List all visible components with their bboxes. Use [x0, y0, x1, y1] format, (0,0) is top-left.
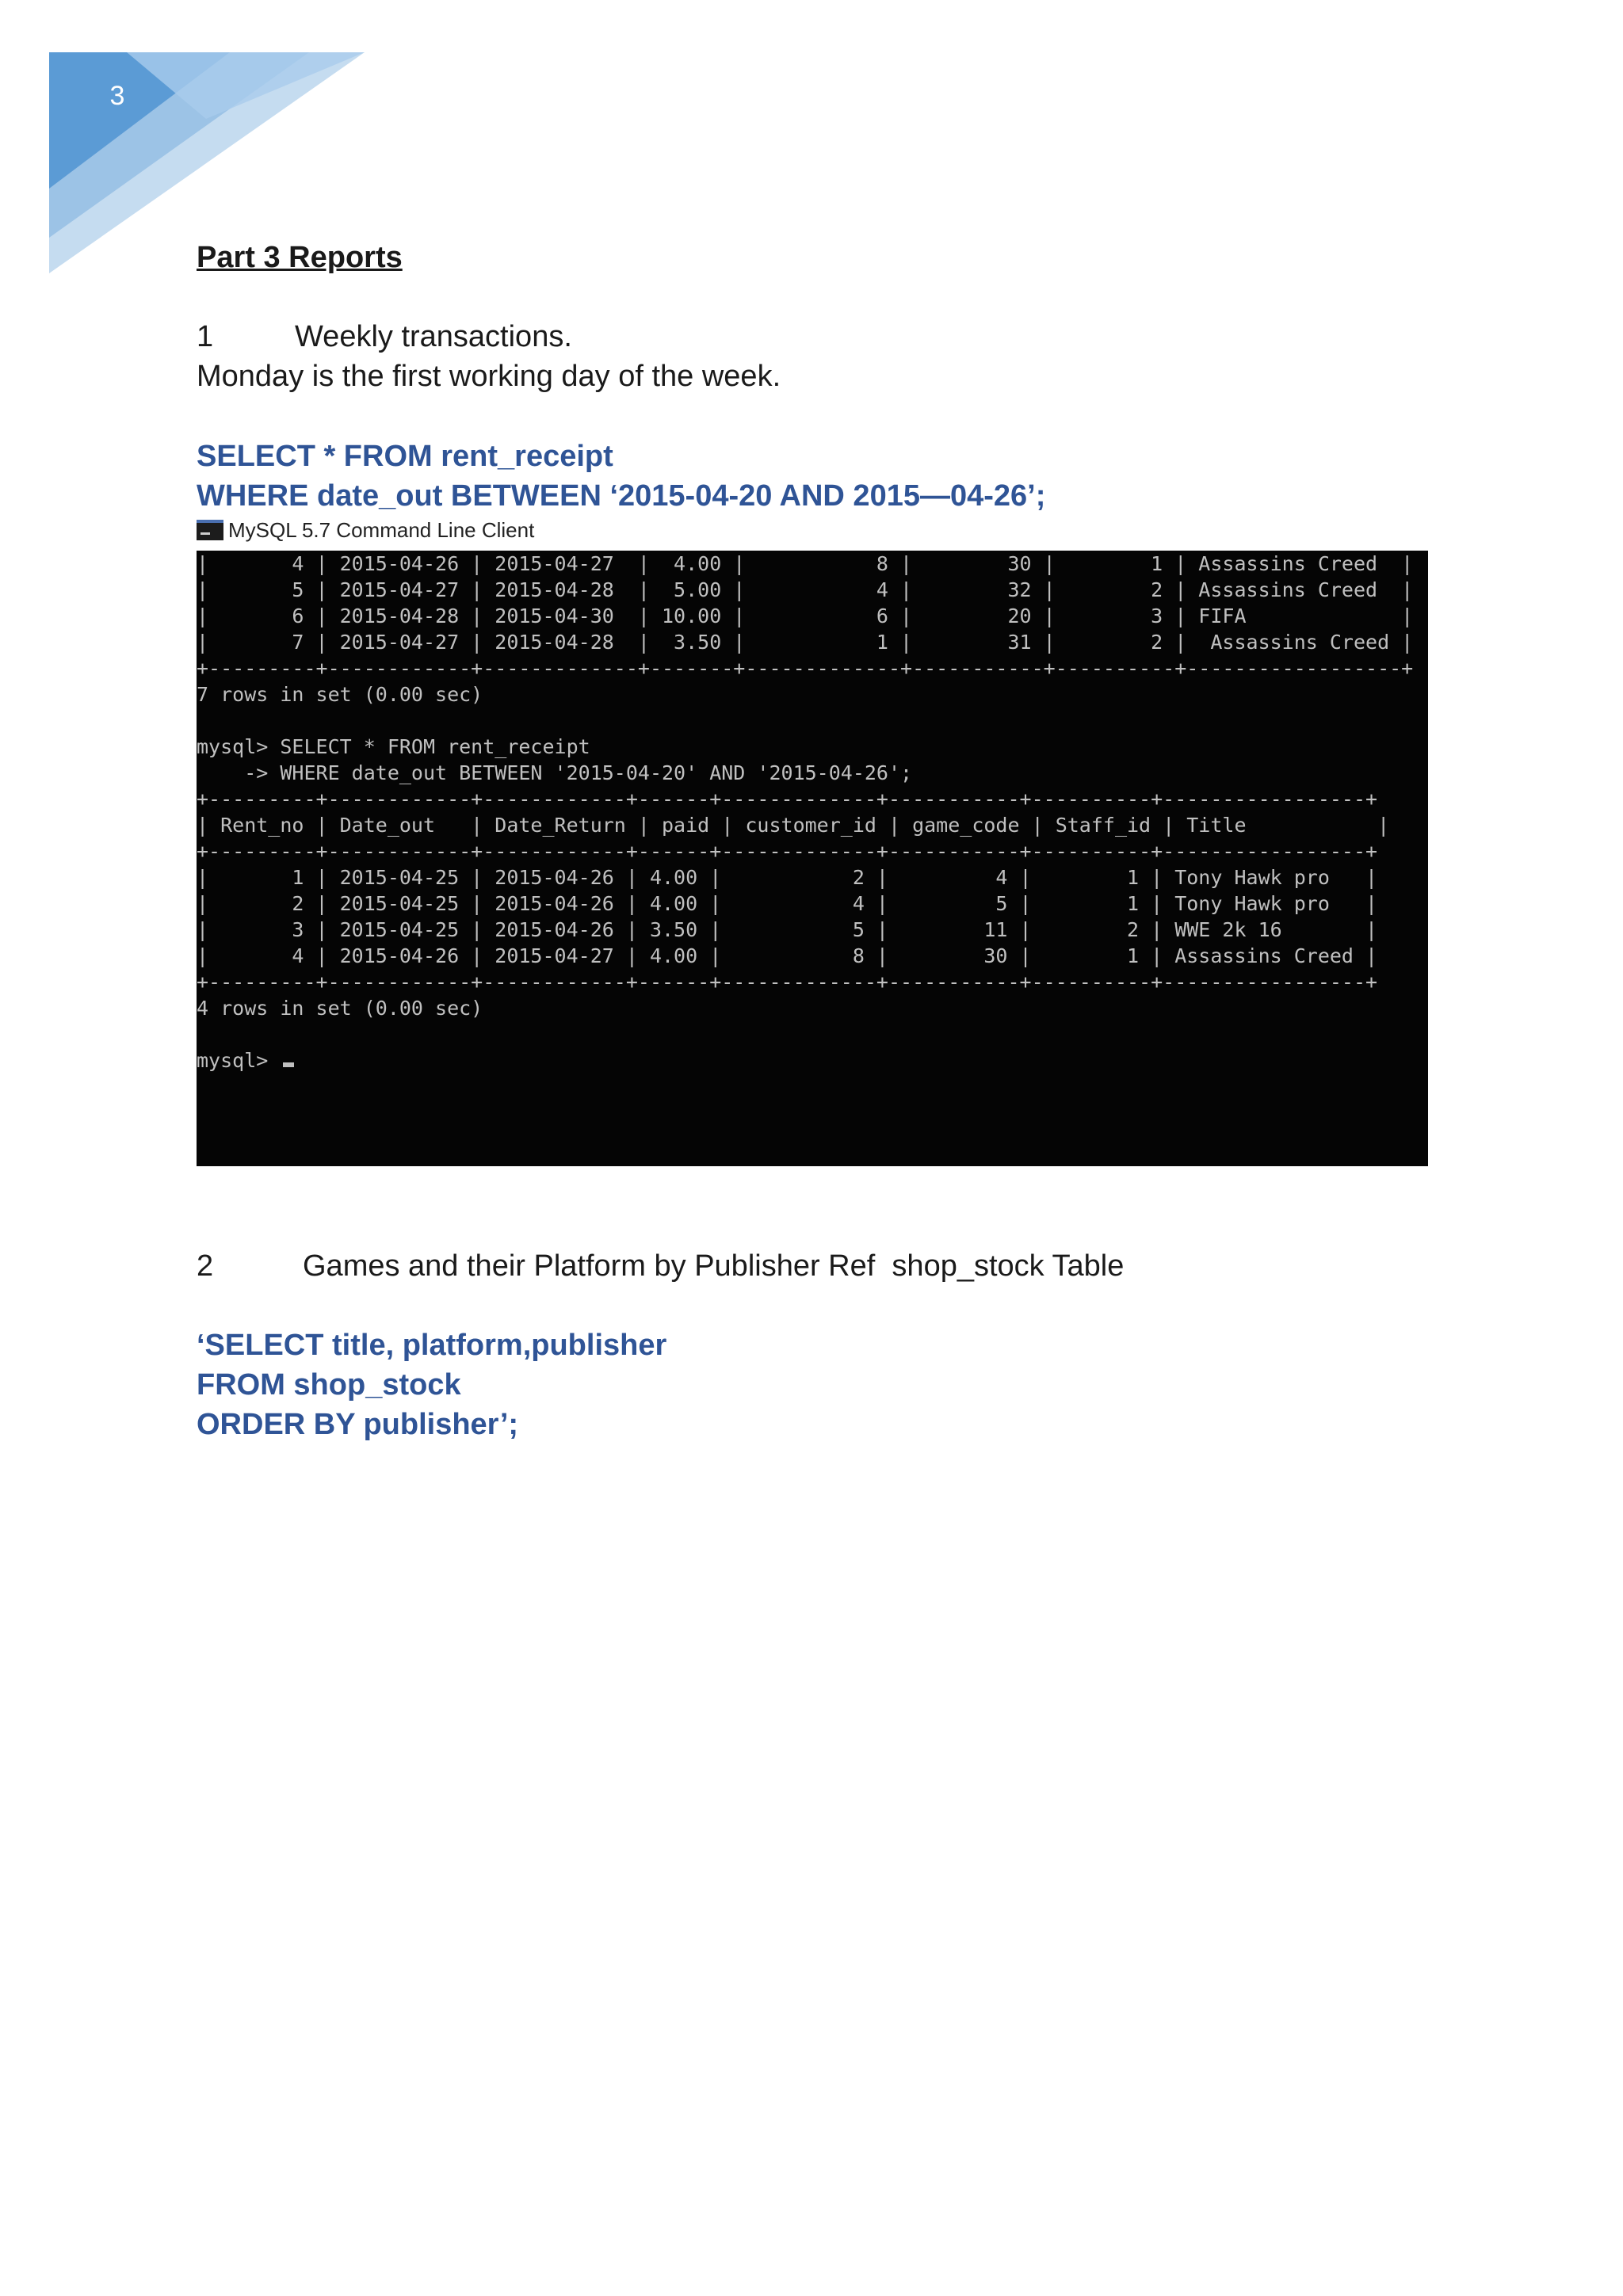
- item-1-sql-line: WHERE date_out BETWEEN ‘2015-04-20 AND 2015—04-26’;: [197, 479, 1046, 513]
- terminal-line: +---------+------------+------------+------+-------------+-----------+----------+-----------------+: [197, 971, 1378, 994]
- terminal-line: mysql> SELECT * FROM rent_receipt: [197, 735, 590, 758]
- item-1-title: Weekly transactions.: [295, 320, 572, 353]
- item-1-title-line: [197, 317, 572, 357]
- terminal-line: | 6 | 2015-04-28 | 2015-04-30 | 10.00 | 6 | 20 | 3 | FIFA |: [197, 605, 1414, 627]
- terminal-line: | Rent_no | Date_out | Date_Return | paid | customer_id | game_code | Staff_id | Title |: [197, 814, 1390, 837]
- terminal-line: | 4 | 2015-04-26 | 2015-04-27 | 4.00 | 8 | 30 | 1 | Assassins Creed |: [197, 552, 1414, 575]
- item-2-title: Games and their Platform by Publisher Ref shop_stock Table: [303, 1249, 1125, 1283]
- item-2-number: 2: [197, 1249, 214, 1283]
- terminal-prompt-line[interactable]: [197, 1047, 294, 1074]
- terminal-line: -> WHERE date_out BETWEEN '2015-04-20' AND '2015-04-26';: [197, 761, 913, 784]
- item-1-description: Monday is the first working day of the week.: [197, 360, 781, 393]
- terminal-prompt: mysql>: [197, 1049, 281, 1072]
- section-heading: Part 3 Reports: [197, 241, 403, 274]
- item-1-sql-line: SELECT * FROM rent_receipt: [197, 440, 613, 473]
- terminal-window: [197, 551, 1428, 1166]
- item-1-number: 1: [197, 320, 214, 353]
- item-2-sql-line: ORDER BY publisher’;: [197, 1408, 519, 1441]
- terminal-line: +---------+------------+------------+------+-------------+-----------+----------+-----------------+: [197, 788, 1378, 810]
- terminal-line: | 2 | 2015-04-25 | 2015-04-26 | 4.00 | 4 | 5 | 1 | Tony Hawk pro |: [197, 892, 1378, 915]
- terminal-title-text: MySQL 5.7 Command Line Client: [228, 518, 535, 542]
- text-cursor: [283, 1062, 294, 1067]
- page-number: 3: [109, 81, 125, 111]
- item-2-sql-line: ‘SELECT title, platform,publisher: [197, 1329, 667, 1362]
- terminal-line: | 3 | 2015-04-25 | 2015-04-26 | 3.50 | 5 | 11 | 2 | WWE 2k 16 |: [197, 918, 1378, 941]
- terminal-line: 4 rows in set (0.00 sec): [197, 997, 483, 1020]
- console-icon: [197, 520, 223, 540]
- terminal-line: +---------+------------+------------+------+-------------+-----------+----------+-----------------+: [197, 840, 1378, 863]
- terminal-line: | 5 | 2015-04-27 | 2015-04-28 | 5.00 | 4 | 32 | 2 | Assassins Creed |: [197, 578, 1414, 601]
- terminal-line: 7 rows in set (0.00 sec): [197, 683, 483, 706]
- terminal-line: | 4 | 2015-04-26 | 2015-04-27 | 4.00 | 8 | 30 | 1 | Assassins Creed |: [197, 944, 1378, 967]
- item-2-title-line: [197, 1246, 1124, 1286]
- terminal-window-title: [197, 517, 534, 543]
- terminal-line: +---------+------------+-------------+-------+-------------+-----------+----------+------------------+: [197, 657, 1414, 680]
- item-2-sql-line: FROM shop_stock: [197, 1368, 461, 1402]
- terminal-line: | 7 | 2015-04-27 | 2015-04-28 | 3.50 | 1 | 31 | 2 | Assassins Creed |: [197, 631, 1414, 654]
- terminal-line: | 1 | 2015-04-25 | 2015-04-26 | 4.00 | 2 | 4 | 1 | Tony Hawk pro |: [197, 866, 1378, 889]
